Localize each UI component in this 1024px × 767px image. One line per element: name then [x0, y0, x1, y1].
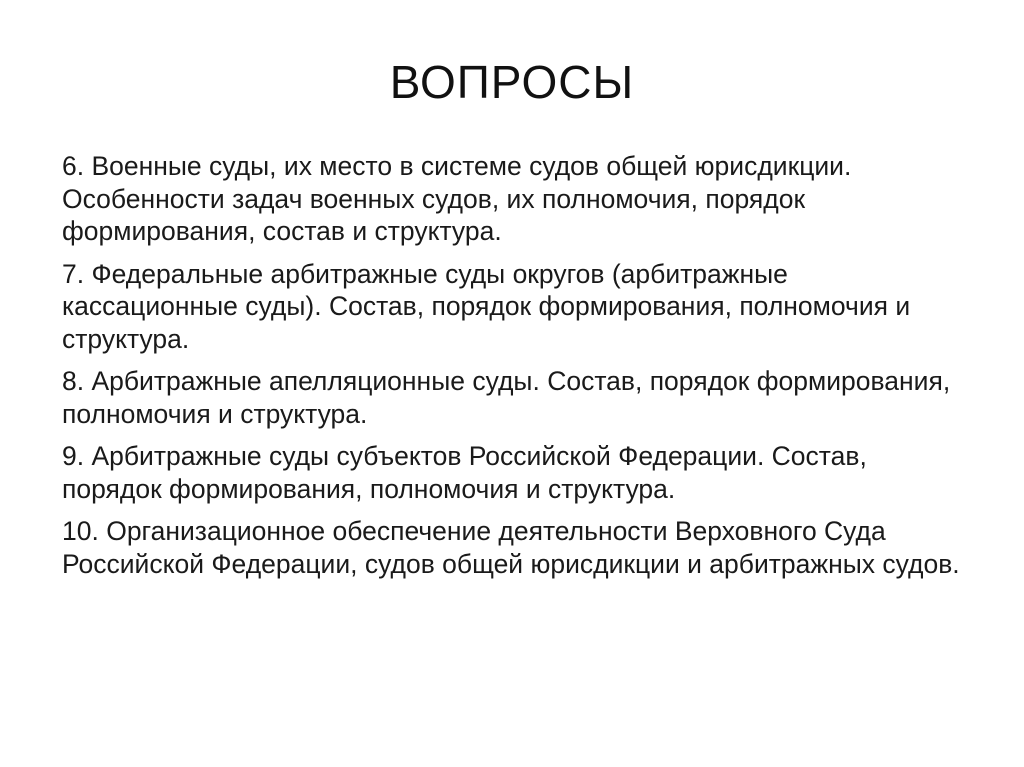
question-list [62, 150, 967, 590]
slide-title: ВОПРОСЫ [389, 56, 635, 108]
question-item-9: 9. Арбитражные суды субъектов Российской Федерации. Состав, порядок формирования, полномочия и структура. [62, 441, 867, 504]
question-item-10: 10. Организационное обеспечение деятельности Верховного Суда Российской Федерации, судов общей юрисдикции и арбитражных судов. [62, 516, 960, 579]
question-item-8: 8. Арбитражные апелляционные суды. Состав, порядок формирования, полномочия и структура. [62, 366, 951, 429]
question-item-6: 6. Военные суды, их место в системе судов общей юрисдикции. Особенности задач военных судов, их полномочия, порядок формирования, состав и структура. [62, 151, 852, 246]
question-item-7: 7. Федеральные арбитражные суды округов (арбитражные кассационные суды). Состав, порядок формирования, полномочия и структура. [62, 258, 911, 354]
